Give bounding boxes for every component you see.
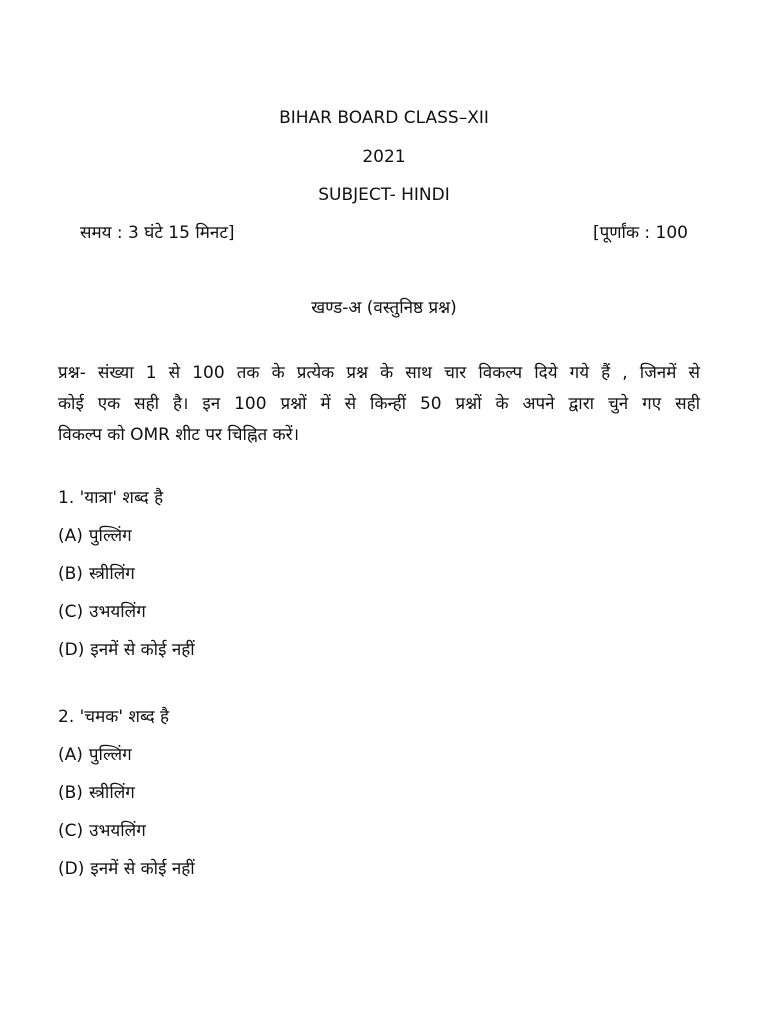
question-title: 1. 'यात्रा' शब्द है	[58, 488, 164, 508]
option-label: (D)	[58, 640, 85, 660]
option-a	[58, 743, 698, 781]
instruction-line: विकल्प को OMR शीट पर चिह्नित करें।	[58, 425, 300, 445]
exam-year: 2021	[362, 147, 406, 167]
question-1	[58, 486, 698, 676]
option-text: इनमें से कोई नहीं	[90, 640, 195, 660]
option-b	[58, 781, 698, 819]
question-title: 2. 'चमक' शब्द है	[58, 707, 170, 727]
instructions	[58, 358, 700, 451]
subject-title: SUBJECT- HINDI	[318, 185, 450, 205]
option-d	[58, 857, 698, 895]
option-label: (B)	[58, 564, 83, 584]
question-2	[58, 705, 698, 895]
option-text: स्त्रीलिंग	[88, 564, 135, 584]
exam-meta-row	[80, 221, 688, 245]
option-d	[58, 638, 698, 676]
option-b	[58, 562, 698, 600]
option-c	[58, 600, 698, 638]
option-label: (B)	[58, 783, 83, 803]
time-allowed: समय : 3 घंटे 15 मिनट]	[80, 223, 235, 243]
section-title: खण्ड-अ (वस्तुनिष्ठ प्रश्न)	[311, 298, 457, 318]
option-text: उभयलिंग	[89, 821, 146, 841]
option-a	[58, 524, 698, 562]
option-text: पुल्लिंग	[88, 526, 132, 546]
option-c	[58, 819, 698, 857]
option-label: (D)	[58, 859, 85, 879]
instruction-line: कोई एक सही है। इन 100 प्रश्नों में से किन्हीं 50 प्रश्नों के अपने द्वारा चुने गए सही	[58, 394, 700, 414]
full-marks: [पूर्णांक : 100	[592, 223, 688, 243]
option-label: (A)	[58, 745, 83, 765]
option-text: स्त्रीलिंग	[88, 783, 135, 803]
option-label: (A)	[58, 526, 83, 546]
instruction-line: प्रश्न- संख्या 1 से 100 तक के प्रत्येक प्रश्न के साथ चार विकल्प दिये गये हैं , जिनमें से	[58, 363, 700, 383]
board-title: BIHAR BOARD CLASS–XII	[279, 108, 489, 128]
option-label: (C)	[58, 821, 84, 841]
option-text: उभयलिंग	[89, 602, 146, 622]
option-text: पुल्लिंग	[88, 745, 132, 765]
option-text: इनमें से कोई नहीं	[90, 859, 195, 879]
option-label: (C)	[58, 602, 84, 622]
